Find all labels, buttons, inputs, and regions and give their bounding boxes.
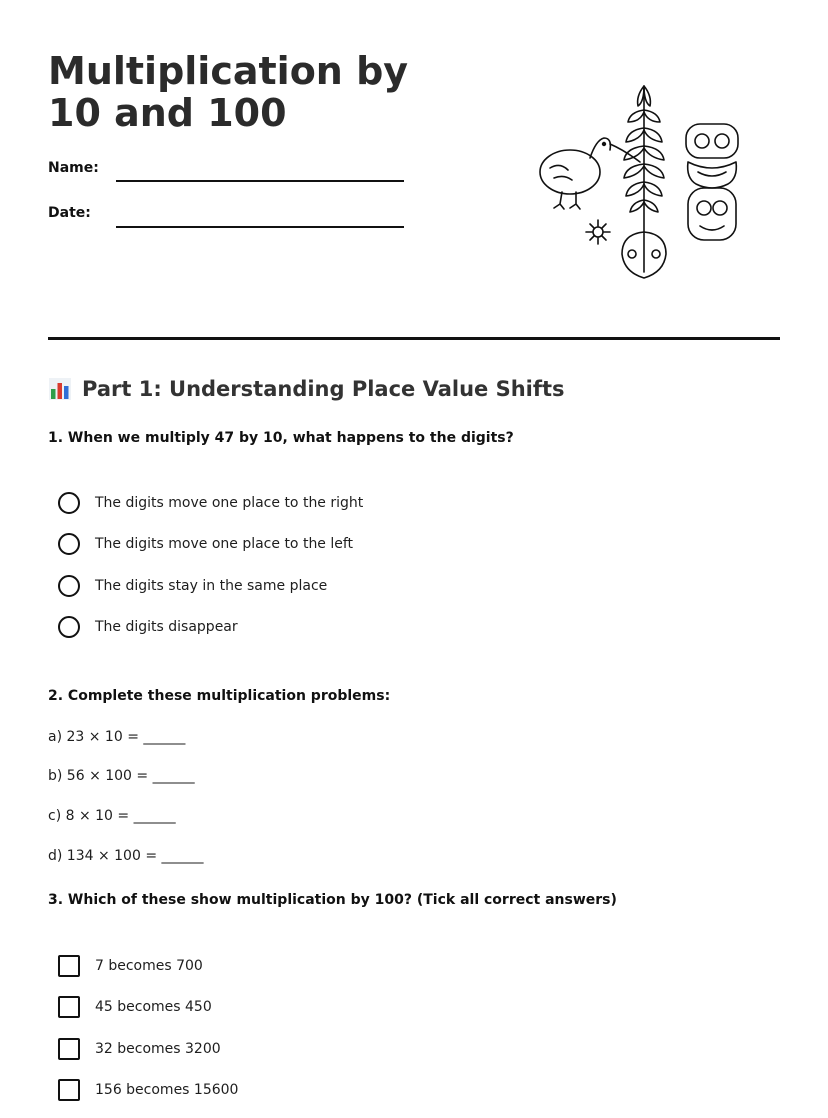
radio-button[interactable]: [58, 533, 80, 555]
q2-problem-c[interactable]: c) 8 × 10 = ______: [48, 808, 176, 824]
q3-option-4[interactable]: [58, 1078, 238, 1102]
q1-option-4[interactable]: [58, 615, 238, 639]
part1-heading-text: Part 1: Understanding Place Value Shifts: [82, 377, 565, 401]
q1-option-1[interactable]: [58, 491, 363, 515]
kiwi-fern-tiki-icon: [532, 82, 752, 288]
checkbox[interactable]: [58, 996, 80, 1018]
q2-problem-b[interactable]: b) 56 × 100 = ______: [48, 768, 195, 784]
bar-chart-icon: [48, 378, 72, 400]
q3-option-label: 7 becomes 700: [95, 958, 203, 974]
q1-option-label: The digits move one place to the right: [95, 495, 364, 511]
q1-option-label: The digits move one place to the left: [95, 536, 354, 552]
date-label: Date:: [48, 205, 91, 221]
worksheet-title: Multiplication by 10 and 100: [48, 49, 409, 135]
question-3-prompt: 3. Which of these show multiplication by 100? (Tick all correct answers): [48, 892, 617, 908]
q1-option-label: The digits stay in the same place: [95, 578, 328, 594]
q3-option-label: 45 becomes 450: [95, 999, 212, 1015]
radio-button[interactable]: [58, 575, 80, 597]
q1-option-label: The digits disappear: [95, 619, 238, 635]
q2-problem-d[interactable]: d) 134 × 100 = ______: [48, 848, 204, 864]
section-divider: [48, 337, 780, 340]
checkbox[interactable]: [58, 1079, 80, 1101]
q3-option-1[interactable]: [58, 954, 203, 978]
part1-heading: [48, 374, 565, 404]
q2-problem-a[interactable]: a) 23 × 10 = ______: [48, 729, 186, 745]
name-field[interactable]: [116, 180, 404, 182]
name-label: Name:: [48, 160, 99, 176]
radio-button[interactable]: [58, 492, 80, 514]
q3-option-3[interactable]: [58, 1037, 221, 1061]
checkbox[interactable]: [58, 1038, 80, 1060]
q3-option-label: 32 becomes 3200: [95, 1041, 221, 1057]
date-field[interactable]: [116, 226, 404, 228]
checkbox[interactable]: [58, 955, 80, 977]
q3-option-label: 156 becomes 15600: [95, 1082, 239, 1098]
q1-option-2[interactable]: [58, 532, 353, 556]
q3-option-2[interactable]: [58, 995, 212, 1019]
question-2-prompt: 2. Complete these multiplication problems:: [48, 688, 391, 704]
question-1-prompt: 1. When we multiply 47 by 10, what happens to the digits?: [48, 430, 514, 446]
q1-option-3[interactable]: [58, 574, 327, 598]
radio-button[interactable]: [58, 616, 80, 638]
